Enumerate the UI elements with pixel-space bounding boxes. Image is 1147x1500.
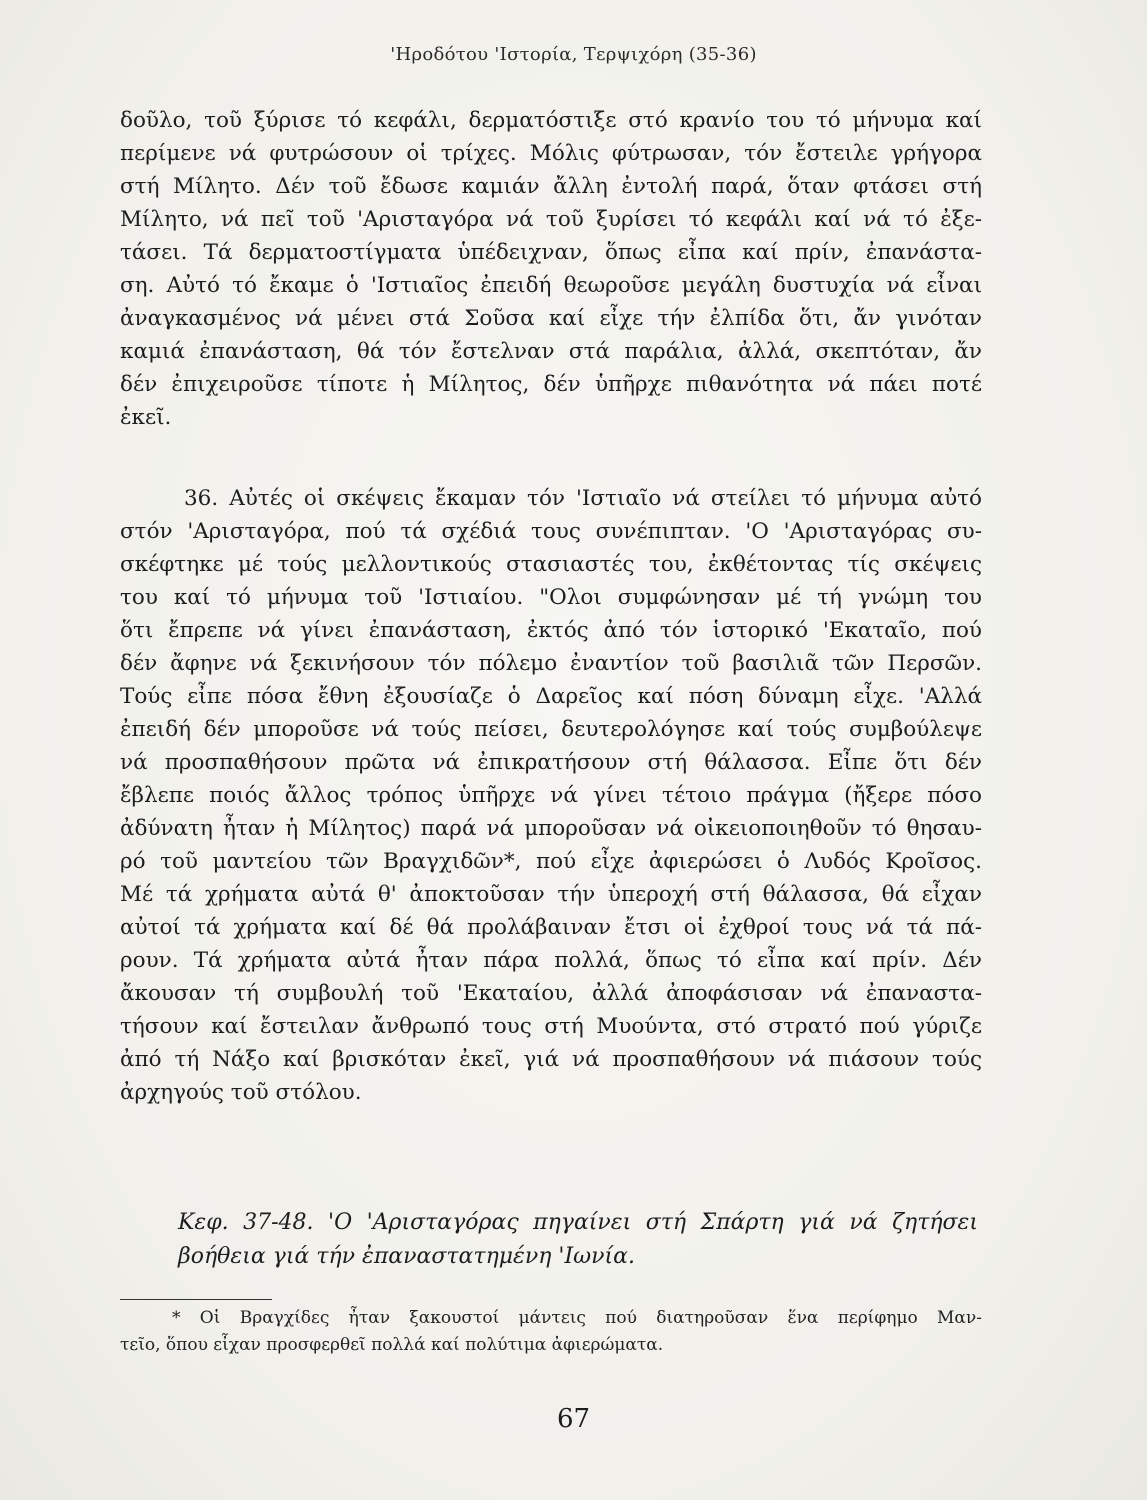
text-line: ἀπό τή Νάξο καί βρισκόταν ἐκεῖ, γιά νά προσπαθήσουν νά πιάσουν τούς	[120, 1047, 982, 1072]
text-line: ἀρχηγούς τοῦ στόλου.	[120, 1080, 362, 1105]
text-line: σκέφτηκε μέ τούς μελλοντικούς στασιαστές του, ἐκθέτοντας τίς σκέψεις	[120, 552, 982, 577]
footnote-line: τεῖο, ὅπου εἶχαν προσφερθεῖ πολλά καί πολύτιμα ἀφιερώματα.	[120, 1335, 664, 1355]
paragraph-35-continuation	[120, 104, 982, 434]
text-line: ὅτι ἔπρεπε νά γίνει ἐπανάσταση, ἐκτός ἀπό τόν ἱστορικό 'Εκαταῖο, πού	[120, 618, 982, 643]
text-line: νά προσπαθήσουν πρῶτα νά ἐπικρατήσουν στή θάλασσα. Εἶπε ὅτι δέν	[120, 750, 982, 775]
text-line: στή Μίλητο. Δέν τοῦ ἔδωσε καμιάν ἄλλη ἐντολή παρά, ὅταν φτάσει στή	[120, 174, 982, 199]
footnote-divider	[120, 1299, 272, 1300]
text-line: 36. Αὐτές οἱ σκέψεις ἔκαμαν τόν 'Ιστιαῖο νά στείλει τό μήνυμα αὐτό	[184, 486, 982, 511]
text-line: Τούς εἶπε πόσα ἔθνη ἐξουσίαζε ὁ Δαρεῖος καί πόση δύναμη εἶχε. 'Αλλά	[120, 684, 982, 709]
footnote-line: * Οἱ Βραγχίδες ἦταν ξακουστοί μάντεις πού διατηροῦσαν ἕνα περίφημο Μαν-	[172, 1308, 982, 1328]
text-line: τάσει. Τά δερματοστίγματα ὑπέδειχναν, ὅπως εἶπα καί πρίν, ἐπανάστα-	[120, 240, 982, 265]
text-line: ἄκουσαν τή συμβουλή τοῦ 'Εκαταίου, ἀλλά ἀποφάσισαν νά ἐπαναστα-	[120, 981, 982, 1006]
text-line: αὐτοί τά χρήματα καί δέ θά προλάβαιναν ἔτσι οἱ ἐχθροί τους νά τά πά-	[120, 915, 982, 940]
chapter-heading-line: βοήθεια γιά τήν ἐπαναστατημένη 'Ιωνία.	[178, 1244, 635, 1269]
text-line: τήσουν καί ἔστειλαν ἄνθρωπό τους στή Μυούντα, στό στρατό πού γύριζε	[120, 1014, 982, 1039]
text-line: περίμενε νά φυτρώσουν οἱ τρίχες. Μόλις φύτρωσαν, τόν ἔστειλε γρήγορα	[120, 141, 982, 166]
text-line: δέν ἐπιχειροῦσε τίποτε ἡ Μίλητος, δέν ὑπῆρχε πιθανότητα νά πάει ποτέ	[120, 372, 982, 397]
text-line: ρό τοῦ μαντείου τῶν Βραγχιδῶν*, πού εἶχε ἀφιερώσει ὁ Λυδός Κροῖσος.	[120, 849, 982, 874]
text-line: δοῦλο, τοῦ ξύρισε τό κεφάλι, δερματόστιξε στό κρανίο του τό μήνυμα καί	[120, 108, 982, 133]
footnote	[120, 1305, 982, 1359]
text-line: καμιά ἐπανάσταση, θά τόν ἔστελναν στά παράλια, ἀλλά, σκεπτόταν, ἄν	[120, 339, 982, 364]
text-line: Μέ τά χρήματα αὐτά θ' ἀποκτοῦσαν τήν ὑπεροχή στή θάλασσα, θά εἶχαν	[120, 882, 982, 907]
text-line: ἐπειδή δέν μποροῦσε νά τούς πείσει, δευτερολόγησε καί τούς συμβούλεψε	[120, 717, 982, 742]
paragraph-36	[120, 482, 982, 1109]
text-line: ἐκεῖ.	[120, 405, 172, 430]
text-line: δέν ἄφηνε νά ξεκινήσουν τόν πόλεμο ἐναντίον τοῦ βασιλιᾶ τῶν Περσῶν.	[120, 651, 982, 676]
chapter-heading-line: Κεφ. 37-48. 'Ο 'Αρισταγόρας πηγαίνει στή Σπάρτη γιά νά ζητήσει	[178, 1210, 978, 1235]
text-line: του καί τό μήνυμα τοῦ 'Ιστιαίου. "Ολοι συμφώνησαν μέ τή γνώμη του	[120, 585, 982, 610]
text-line: ση. Αὐτό τό ἔκαμε ὁ 'Ιστιαῖος ἐπειδή θεωροῦσε μεγάλη δυστυχία νά εἶναι	[120, 273, 982, 298]
text-line: ἀναγκασμένος νά μένει στά Σοῦσα καί εἶχε τήν ἐλπίδα ὅτι, ἄν γινόταν	[120, 306, 982, 331]
text-line: στόν 'Αρισταγόρα, πού τά σχέδιά τους συνέπιπταν. 'Ο 'Αρισταγόρας συ-	[120, 519, 982, 544]
page-number: 67	[556, 1404, 591, 1434]
text-line: ρουν. Τά χρήματα αὐτά ἦταν πάρα πολλά, ὅπως τό εἶπα καί πρίν. Δέν	[120, 948, 982, 973]
chapter-heading	[178, 1206, 978, 1274]
running-head: 'Ηροδότου 'Ιστορία, Τερψιχόρη (35-36)	[390, 44, 757, 65]
text-line: ἔβλεπε ποιός ἄλλος τρόπος ὑπῆρχε νά γίνει τέτοιο πράγμα (ἤξερε πόσο	[120, 783, 982, 808]
text-line: Μίλητο, νά πεῖ τοῦ 'Αρισταγόρα νά τοῦ ξυρίσει τό κεφάλι καί νά τό ἐξε-	[120, 207, 982, 232]
text-line: ἀδύνατη ἦταν ἡ Μίλητος) παρά νά μποροῦσαν νά οἰκειοποιηθοῦν τό θησαυ-	[120, 816, 982, 841]
